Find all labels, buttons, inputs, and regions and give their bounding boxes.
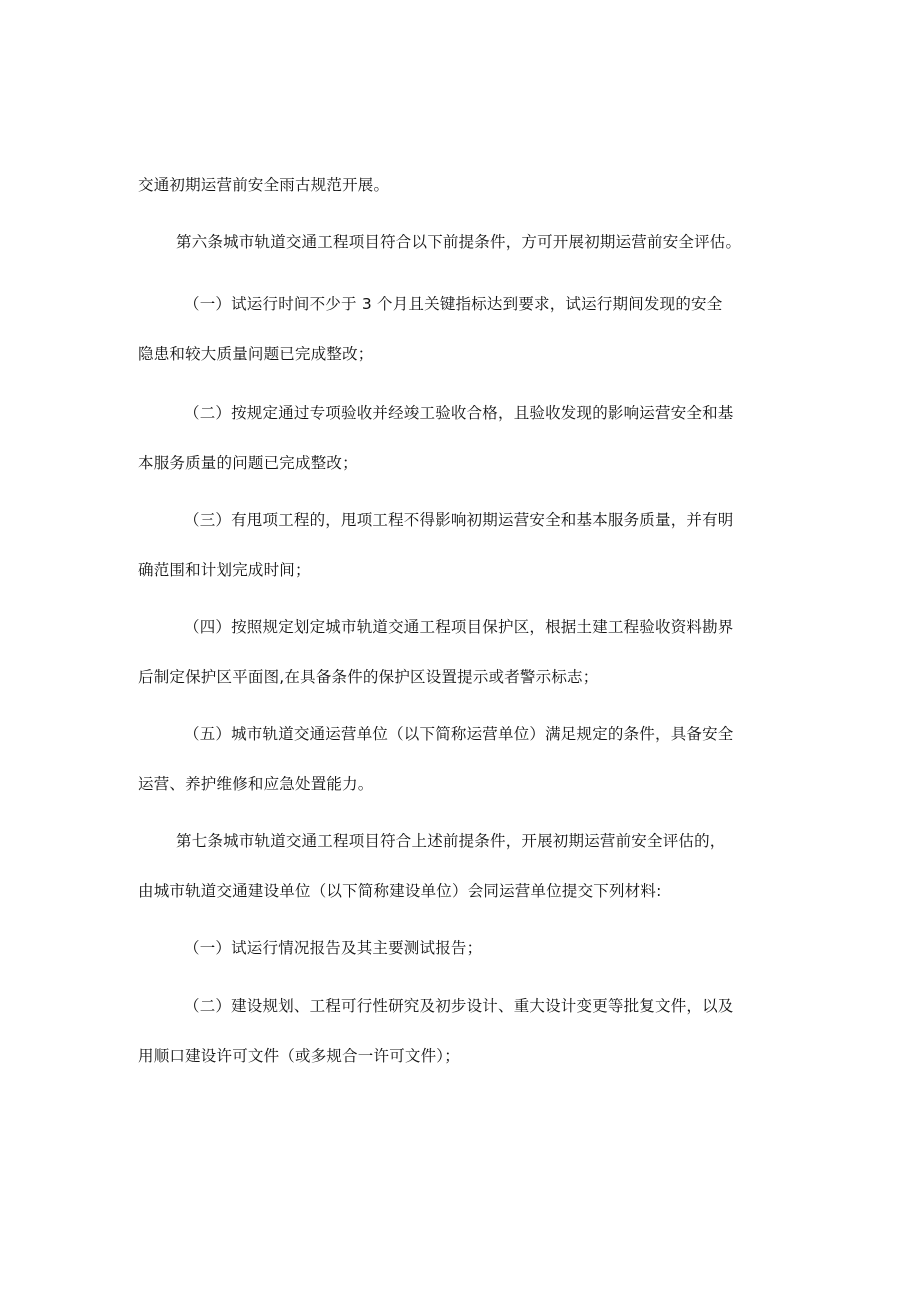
article-6-item-5-line-1: （五）城市轨道交通运营单位（以下简称运营单位）满足规定的条件，具备安全 bbox=[184, 725, 734, 743]
article-6-item-4-line-1: （四）按照规定划定城市轨道交通工程项目保护区，根据土建工程验收资料勘界 bbox=[184, 618, 734, 636]
article-6-heading: 第六条城市轨道交通工程项目符合以下前提条件，方可开展初期运营前安全评估。 bbox=[176, 233, 742, 251]
article-7-item-2-line-1: （二）建设规划、工程可行性研究及初步设计、重大设计变更等批复文件，以及 bbox=[184, 997, 734, 1015]
article-6-item-1-line-1: （一）试运行时间不少于 3 个月且关键指标达到要求，试运行期间发现的安全 bbox=[184, 295, 723, 313]
article-6-item-5-line-2: 运营、养护维修和应急处置能力。 bbox=[138, 775, 374, 793]
article-6-item-1-line-2: 隐患和较大质量问题已完成整改； bbox=[138, 345, 374, 363]
article-6-item-4-line-2: 后制定保护区平面图,在具备条件的保护区设置提示或者警示标志； bbox=[138, 668, 599, 686]
text-line-continuation: 交通初期运营前安全雨古规范开展。 bbox=[138, 176, 390, 194]
article-7-item-2-line-2: 用顺口建设许可文件（或多规合一许可文件）； bbox=[138, 1047, 460, 1065]
article-7-heading-line-2: 由城市轨道交通建设单位（以下简称建设单位）会同运营单位提交下列材料: bbox=[138, 882, 662, 900]
article-6-item-2-line-2: 本服务质量的问题已完成整改； bbox=[138, 454, 358, 472]
article-7-heading-line-1: 第七条城市轨道交通工程项目符合上述前提条件，开展初期运营前安全评估的， bbox=[176, 832, 726, 850]
article-6-item-3-line-1: （三）有甩项工程的，甩项工程不得影响初期运营安全和基本服务质量，并有明 bbox=[184, 511, 734, 529]
article-6-item-3-line-2: 确范围和计划完成时间； bbox=[138, 561, 311, 579]
article-7-item-1: （一）试运行情况报告及其主要测试报告； bbox=[184, 939, 483, 957]
article-6-item-2-line-1: （二）按规定通过专项验收并经竣工验收合格，且验收发现的影响运营安全和基 bbox=[184, 404, 734, 422]
